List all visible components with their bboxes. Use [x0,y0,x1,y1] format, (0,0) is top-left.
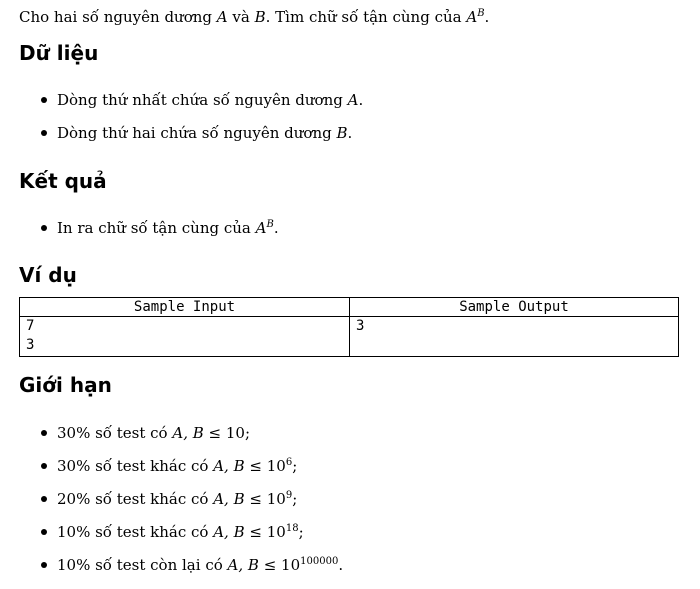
input-item [41,90,363,123]
sample-input-cell [20,317,350,357]
limit-vars: A, B [213,457,245,475]
limit-end: ; [298,523,304,541]
limit-exp: 9 [285,490,293,501]
output-power-base: A [255,219,267,237]
input-item-text: Dòng thứ hai chứa số nguyên dương [57,124,337,142]
bullet-icon [41,130,47,136]
limits-section-title: Giới hạn [19,373,112,397]
limit-vars: A, B [227,556,259,574]
limit-le: ≤ [244,457,267,475]
bullet-icon [41,496,47,502]
limit-le: ≤ [244,523,267,541]
output-power-exp: B [266,219,274,230]
limit-vars: A, B [213,490,245,508]
limit-base: 10 [266,457,286,475]
bullet-icon [41,562,47,568]
limit-vars: A, B [213,523,245,541]
limit-le: ≤ [244,490,267,508]
limit-text: số test khác có [90,523,214,541]
output-item-text: In ra chữ số tận cùng của [57,219,256,237]
limit-exp: 18 [285,523,299,534]
bullet-icon [41,97,47,103]
limit-pct: 30% [57,424,91,442]
sample-input-header: Sample Input [20,298,350,317]
sample-data-row [20,317,679,357]
limit-pct: 30% [57,457,91,475]
input-item-var: B [336,124,348,142]
limit-le: ≤ [203,424,226,442]
bullet-icon [41,529,47,535]
sample-output-cell [350,317,679,357]
limit-end: . [338,556,344,574]
input-section-title: Dữ liệu [19,41,99,65]
limit-exp: 100000 [300,556,339,567]
limit-item [41,555,343,588]
output-item [41,218,279,251]
intro-var-a: A [216,8,228,26]
limit-base: 10 [266,490,286,508]
limit-item [41,489,343,522]
example-section-title: Ví dụ [19,263,77,287]
input-list [41,90,363,156]
limit-pct: 10% [57,523,91,541]
bullet-icon [41,463,47,469]
input-item-text: Dòng thứ nhất chứa số nguyên dương [57,91,348,109]
output-list [41,218,279,251]
intro-power-exp: B [477,8,485,19]
bullet-icon [41,225,47,231]
intro-power-base: A [466,8,478,26]
input-item-end: . [347,124,353,142]
limit-pct: 10% [57,556,91,574]
input-item-var: A [347,91,359,109]
output-item-end: . [273,219,279,237]
limit-vars: A, B [172,424,204,442]
limit-text: số test có [90,424,173,442]
intro-paragraph [19,8,489,26]
limit-end: ; [244,424,251,442]
bullet-icon [41,430,47,436]
sample-output-line: 3 [356,318,365,334]
limit-text: số test khác có [90,457,214,475]
limit-item [41,522,343,555]
limit-item [41,456,343,489]
sample-output-header: Sample Output [350,298,679,317]
intro-text-1: Cho hai số nguyên dương [19,8,217,26]
intro-var-b: B [254,8,266,26]
input-item [41,123,363,156]
intro-text-2: và [227,8,255,26]
intro-text-4: . [484,8,490,26]
limit-base: 10 [281,556,301,574]
sample-input-line: 3 [26,337,35,353]
limit-end: ; [292,457,298,475]
sample-header-row [20,298,679,317]
limit-pct: 20% [57,490,91,508]
output-section-title: Kết quả [19,169,107,193]
sample-table [19,297,679,357]
intro-text-3: . Tìm chữ số tận cùng của [265,8,467,26]
limit-text: số test còn lại có [90,556,228,574]
limit-item [41,423,343,456]
limit-le: ≤ [258,556,282,574]
limits-list [41,423,343,588]
limit-base: 10 [225,424,245,442]
input-item-end: . [358,91,364,109]
limit-text: số test khác có [90,490,214,508]
limit-base: 10 [266,523,286,541]
sample-input-line: 7 [26,318,35,334]
limit-end: ; [292,490,298,508]
limit-exp: 6 [285,457,293,468]
